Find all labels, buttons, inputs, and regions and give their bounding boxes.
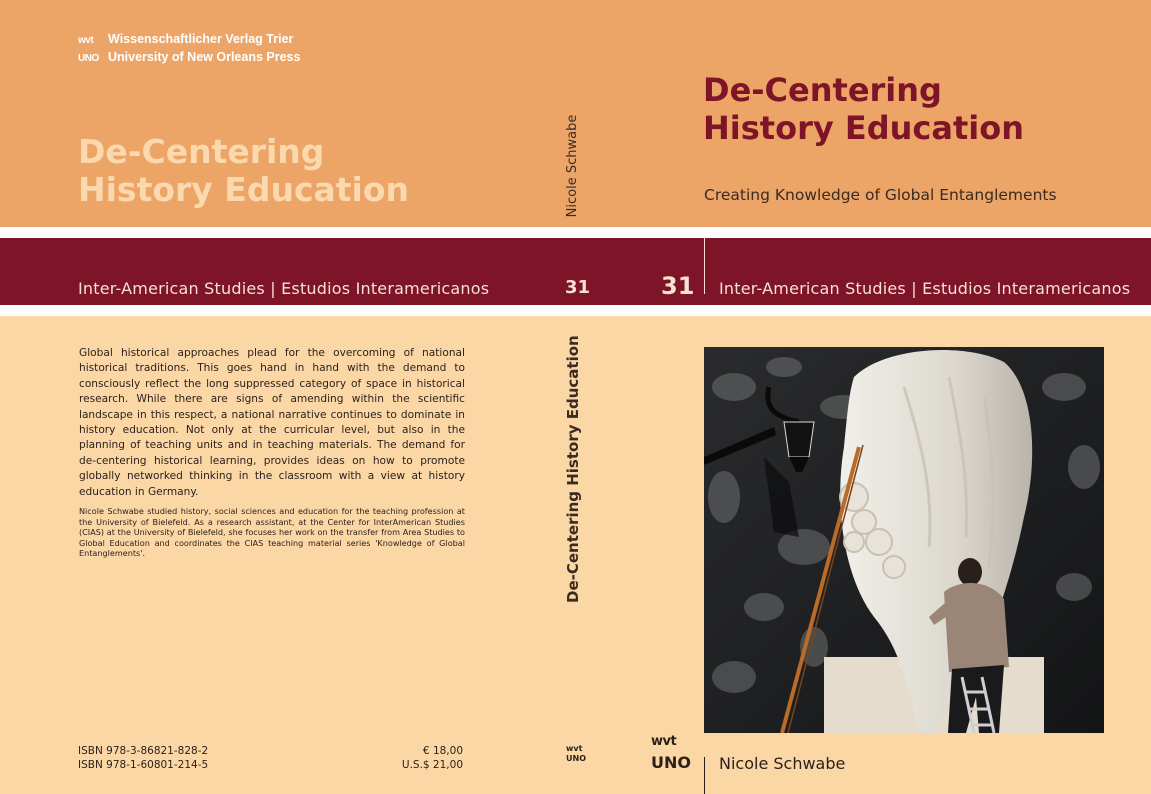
divider-line bbox=[704, 238, 705, 294]
isbn: ISBN 978-1-60801-214-5 bbox=[78, 759, 209, 771]
spine-volume-number: 31 bbox=[565, 277, 591, 298]
divider-line bbox=[704, 757, 705, 794]
uno-logo: UNO bbox=[566, 754, 586, 763]
front-cover-subtitle: Creating Knowledge of Global Entanglements bbox=[704, 186, 1057, 204]
wvt-logo: wvt bbox=[651, 734, 677, 749]
series-name-front: Inter-American Studies | Estudios Interamericanos bbox=[719, 279, 1131, 298]
author-bio: Nicole Schwabe studied history, social sciences and education for the teaching profession at the University of Bielefeld. As a research assistant, at the Center for InterAmerican Studies (CIAS) at the University of Bielefeld, she focuses her work on the transfer from Area Studies to Global Education and coordinates the CIAS teaching material series 'Knowledge of Global Entanglements'. bbox=[79, 506, 465, 559]
price: U.S.$ 21,00 bbox=[401, 759, 463, 771]
isbn: ISBN 978-3-86821-828-2 bbox=[78, 745, 209, 757]
title-line: De-Centering bbox=[703, 71, 942, 109]
spine-author: Nicole Schwabe bbox=[565, 114, 580, 218]
wvt-logo: wvt bbox=[78, 35, 94, 46]
front-cover-title bbox=[703, 71, 1024, 147]
back-cover-blurb: Global historical approaches plead for the overcoming of national historical traditions. This goes hand in hand with the demand to consciously reflect the long suppressed category of space in historical research. While there are signs of amending within the scientific landscape in this respect, a national narrative continues to dominate in history education. Not only at the curricular level, but also in the planning of teaching units and in teaching materials. The demand for de-centering historical learning, provides ideas on how to promote globally networked thinking in the classroom with a view at history education in Germany. bbox=[79, 347, 465, 498]
wvt-logo: wvt bbox=[566, 744, 583, 753]
cover-photo bbox=[704, 347, 1104, 733]
back-cover-title bbox=[78, 133, 409, 209]
publisher-name: Wissenschaftlicher Verlag Trier bbox=[108, 32, 294, 46]
front-volume-number: 31 bbox=[661, 272, 695, 300]
spine-title: De-Centering History Education bbox=[564, 335, 582, 603]
title-line: De-Centering bbox=[78, 132, 325, 171]
statue-photo-illustration bbox=[704, 347, 1104, 733]
price: € 18,00 bbox=[422, 745, 463, 757]
publisher-line bbox=[78, 50, 300, 64]
series-name-back: Inter-American Studies | Estudios Interamericanos bbox=[78, 279, 490, 298]
title-line: History Education bbox=[78, 170, 410, 209]
front-cover-author: Nicole Schwabe bbox=[719, 754, 846, 773]
title-line: History Education bbox=[703, 109, 1024, 147]
uno-logo: UNO bbox=[651, 753, 691, 772]
publisher-name: University of New Orleans Press bbox=[108, 50, 301, 64]
publisher-line bbox=[78, 32, 293, 46]
white-strip bbox=[0, 305, 1151, 316]
uno-logo: UNO bbox=[78, 53, 99, 64]
